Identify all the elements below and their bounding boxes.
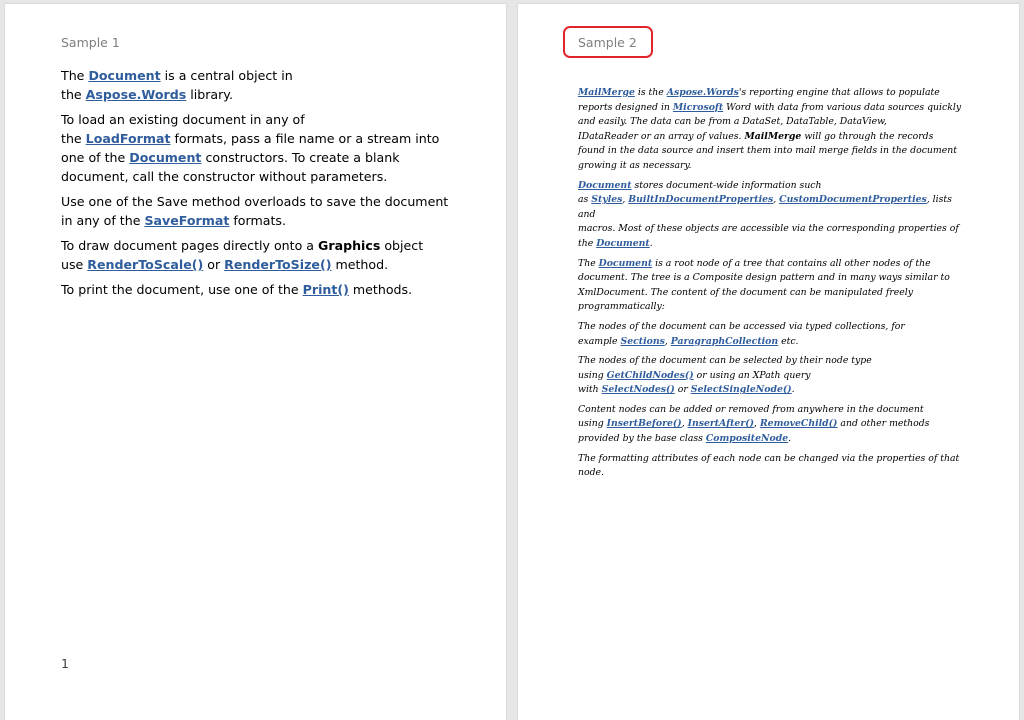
link-document[interactable]: Document [88,68,161,83]
link-render-to-size[interactable]: RenderToSize() [224,257,332,272]
link-save-format[interactable]: SaveFormat [144,213,230,228]
link-builtin-document-properties[interactable]: BuiltInDocumentProperties [628,194,774,206]
page-body [578,86,963,486]
paragraph: Use one of the Save method overloads to save the document in any of the SaveFormat formats. [61,194,449,228]
link-select-nodes[interactable]: SelectNodes() [601,384,675,396]
link-paragraph-collection[interactable]: ParagraphCollection [670,335,779,347]
paragraph: To load an existing document in any of the LoadFormat formats, pass a file name or a stream into one of the Document constructors. To create a blank document, call the constructor without parameters. [61,112,440,184]
paragraph: The formatting attributes of each node can be changed via the properties of that node. [578,452,960,479]
link-composite-node[interactable]: CompositeNode [705,433,789,445]
link-custom-document-properties[interactable]: CustomDocumentProperties [779,194,927,206]
page-body [61,66,461,305]
page-header: Sample 2 [578,35,637,50]
link-insert-after[interactable]: InsertAfter() [687,418,755,430]
link-microsoft[interactable]: Microsoft [672,101,724,113]
paragraph: The Document is a central object in the Aspose.Words library. [61,68,293,102]
paragraph: To print the document, use one of the Print() methods. [61,282,413,297]
link-mail-merge[interactable]: MailMerge [578,87,635,98]
link-remove-child[interactable]: RemoveChild() [759,418,838,430]
page-1 [5,4,506,720]
paragraph: Content nodes can be added or removed from anywhere in the document using InsertBefore(), InsertAfter(), RemoveChild() and other methods provided by the base class CompositeNode. [578,403,930,445]
link-print[interactable]: Print() [302,282,349,297]
link-styles[interactable]: Styles [591,194,623,206]
link-get-child-nodes[interactable]: GetChildNodes() [606,369,694,381]
page-2 [518,4,1019,720]
paragraph: The nodes of the document can be selected by their node type using GetChildNodes() or using an XPath query with SelectNodes() or SelectSingleNode(). [578,355,872,396]
link-select-single-node[interactable]: SelectSingleNode() [690,384,792,396]
link-aspose-words[interactable]: Aspose.Words [666,87,739,98]
link-document[interactable]: Document [129,150,202,165]
paragraph: The nodes of the document can be accessed via typed collections, for example Sections, ParagraphCollection etc. [578,320,905,347]
link-document[interactable]: Document [578,179,632,191]
paragraph: Document stores document-wide information such as Styles, BuiltInDocumentProperties, CustomDocumentProperties, lists and macros. Most of these objects are accessible via the corresponding properties of the Document. [578,179,959,249]
page-header: Sample 1 [61,35,120,50]
link-load-format[interactable]: LoadFormat [85,131,171,146]
link-document[interactable]: Document [598,257,653,269]
link-document[interactable]: Document [596,237,650,249]
link-sections[interactable]: Sections [620,335,665,347]
link-aspose-words[interactable]: Aspose.Words [85,87,187,102]
paragraph: MailMerge is the Aspose.Words's reporting engine that allows to populate reports designed in Microsoft Word with data from various data sources quickly and easily. The data can be from a DataSet, DataTable, DataView, IDataReader or an array of values. MailMerge will go through the records found in the data source and insert them into mail merge fields in the document growing it as necessary. [578,87,962,171]
page-number: 1 [61,656,69,671]
paragraph: The Document is a root node of a tree that contains all other nodes of the document. The tree is a Composite design pattern and in many ways similar to XmlDocument. The content of the document can be manipulated freely programmatically: [578,257,950,313]
link-render-to-scale[interactable]: RenderToScale() [87,257,204,272]
paragraph: To draw document pages directly onto a Graphics object use RenderToScale() or RenderToSize() method. [61,238,424,272]
link-insert-before[interactable]: InsertBefore() [606,418,682,430]
